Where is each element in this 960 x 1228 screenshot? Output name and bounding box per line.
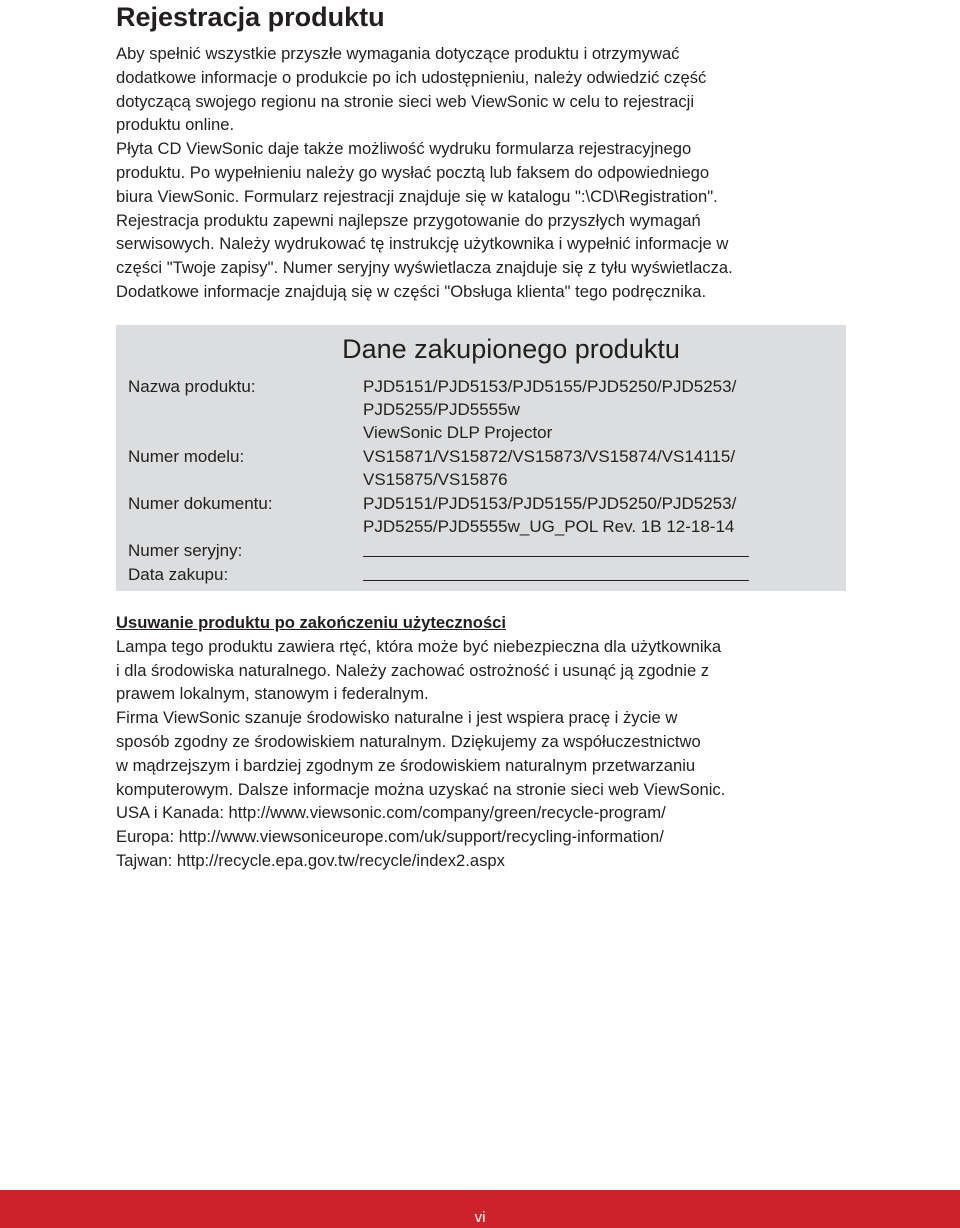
disposal-line: w mądrzejszym i bardziej zgodnym ze środowiskiem naturalnym przetwarzaniu [116, 755, 696, 775]
disposal-line: Firma ViewSonic szanuje środowisko naturalne i jest wspiera pracę i życie w [116, 708, 678, 728]
intro-line: produktu online. [116, 115, 235, 135]
intro-line: dotyczącą swojego regionu na stronie sieci web ViewSonic w celu to rejestracji [116, 91, 695, 111]
disposal-link-usa: USA i Kanada: http://www.viewsonic.com/company/green/recycle-program/ [116, 803, 666, 823]
product-name-line: ViewSonic DLP Projector [363, 423, 553, 443]
document-number-line: PJD5151/PJD5153/PJD5155/PJD5250/PJD5253/ [363, 494, 737, 513]
document-number-line: PJD5255/PJD5555w_UG_POL Rev. 1B 12-18-14 [363, 517, 735, 537]
purchase-date-blank-line [363, 580, 749, 581]
product-name-label: Nazwa produktu: [128, 377, 256, 396]
intro-line: biura ViewSonic. Formularz rejestracji znajduje się w katalogu ":\CD\Registration". [116, 186, 718, 206]
intro-line: Dodatkowe informacje znajdują się w części "Obsługa klienta" tego podręcznika. [116, 281, 707, 301]
intro-line: Aby spełnić wszystkie przyszłe wymagania dotyczące produktu i otrzymywać [116, 44, 680, 63]
intro-line: produktu. Po wypełnieniu należy go wysłać pocztą lub faksem do odpowiedniego [116, 162, 710, 182]
disposal-line: komputerowym. Dalsze informacje można uzyskać na stronie sieci web ViewSonic. [116, 779, 726, 799]
purchase-info-box [116, 325, 846, 591]
disposal-line: prawem lokalnym, stanowym i federalnym. [116, 684, 429, 704]
product-name-line: PJD5151/PJD5153/PJD5155/PJD5250/PJD5253/ [363, 377, 737, 396]
disposal-section [116, 611, 846, 873]
intro-line: dodatkowe informacje o produkcie po ich udostępnieniu, należy odwiedzić część [116, 67, 707, 87]
intro-line: części "Twoje zapisy". Numer seryjny wyświetlacza znajduje się z tyłu wyświetlacza. [116, 258, 733, 278]
intro-paragraph [116, 42, 846, 304]
disposal-line: i dla środowiska naturalnego. Należy zachować ostrożność i usunąć ją zgodnie z [116, 660, 710, 680]
purchase-date-label: Data zakupu: [128, 565, 229, 584]
serial-number-blank-line [363, 556, 749, 557]
model-number-line: VS15871/VS15872/VS15873/VS15874/VS14115/ [363, 447, 736, 466]
disposal-link-europe: Europa: http://www.viewsoniceurope.com/uk/support/recycling-information/ [116, 827, 664, 847]
disposal-line: sposób zgodny ze środowiskiem naturalnym. Dziękujemy za współuczestnictwo [116, 731, 701, 751]
model-number-value [363, 445, 833, 491]
intro-line: Rejestracja produktu zapewni najlepsze przygotowanie do przyszłych wymagań [116, 210, 701, 230]
disposal-line: Lampa tego produktu zawiera rtęć, która może być niebezpieczna dla użytkownika [116, 636, 722, 656]
serial-number-label: Numer seryjny: [128, 541, 243, 560]
footer-bar [0, 1190, 960, 1228]
page-title: Rejestracja produktu [116, 2, 385, 32]
disposal-link-taiwan: Tajwan: http://recycle.epa.gov.tw/recycle/index2.aspx [116, 850, 505, 870]
intro-line: Płyta CD ViewSonic daje także możliwość wydruku formularza rejestracyjnego [116, 139, 692, 159]
document-number-label: Numer dokumentu: [128, 494, 273, 513]
model-number-label: Numer modelu: [128, 447, 245, 466]
document-number-value [363, 492, 833, 538]
model-number-line: VS15875/VS15876 [363, 470, 508, 490]
page-number: vi [474, 1209, 486, 1226]
disposal-heading: Usuwanie produktu po zakończeniu użyteczności [116, 613, 507, 632]
product-name-line: PJD5255/PJD5555w [363, 400, 520, 420]
intro-line: serwisowych. Należy wydrukować tę instrukcję użytkownika i wypełnić informacje w [116, 234, 729, 254]
product-name-value [363, 375, 833, 445]
purchase-box-title: Dane zakupionego produktu [342, 334, 680, 364]
